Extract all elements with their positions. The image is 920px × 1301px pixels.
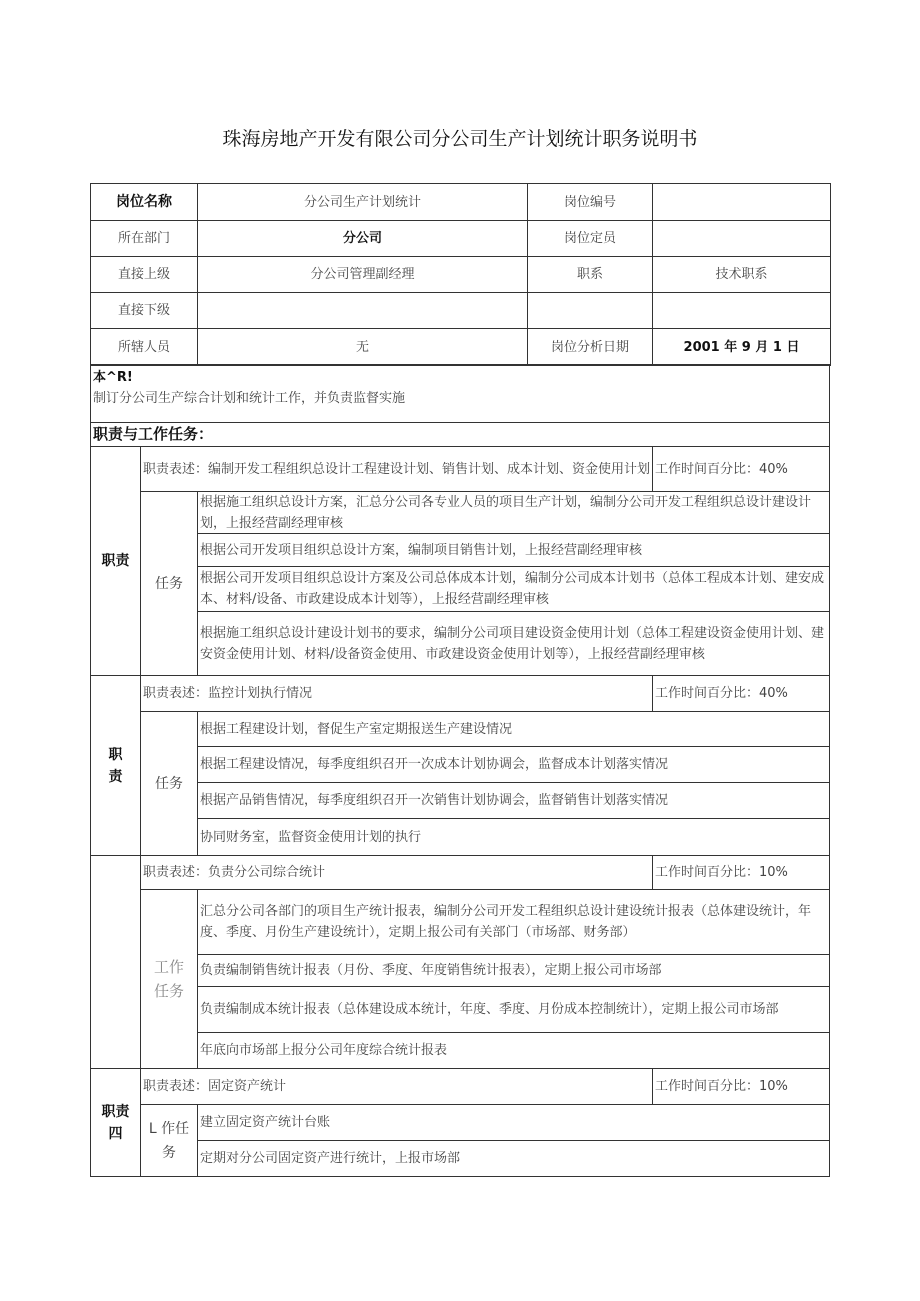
task-item: 建立固定资产统计台账	[197, 1104, 830, 1141]
task-item: 根据施工组织总设计建设计划书的要求，编制分公司项目建设资金使用计划（总体工程建设资金使用计划、建安资金使用计划、材料/设备资金使用、市政建设资金使用计划等），上报经营副经理审核	[197, 611, 830, 676]
duty-description: 职责表述：监控计划执行情况	[140, 675, 653, 712]
field-label: 职系	[527, 256, 653, 293]
time-percentage: 工作时间百分比：40%	[652, 446, 830, 492]
duties-heading: 职责与工作任务：	[90, 422, 830, 447]
field-label: 岗位定员	[527, 220, 653, 257]
task-item: 根据工程建设计划，督促生产室定期报送生产建设情况	[197, 711, 830, 747]
field-label: 岗位分析日期	[527, 328, 653, 366]
task-item: 年底向市场部上报分公司年度综合统计报表	[197, 1032, 830, 1069]
time-percentage: 工作时间百分比：40%	[652, 675, 830, 712]
summary-label: 本^R!	[93, 370, 133, 385]
time-percentage: 工作时间百分比：10%	[652, 1068, 830, 1105]
task-item: 定期对分公司固定资产进行统计，上报市场部	[197, 1140, 830, 1177]
duty-label: 职责	[90, 446, 141, 676]
task-item: 根据工程建设情况，每季度组织召开一次成本计划协调会，监督成本计划落实情况	[197, 746, 830, 783]
field-value: 分公司生产计划统计	[197, 183, 528, 221]
field-value: 2001 年 9 月 1 日	[652, 328, 831, 366]
field-value: 技术职系	[652, 256, 831, 293]
task-label: 工作 任务	[140, 889, 198, 1069]
duty-description: 职责表述：固定资产统计	[140, 1068, 653, 1105]
field-label: 直接上级	[90, 256, 198, 293]
duty-label	[90, 855, 141, 1069]
field-label: 岗位名称	[90, 183, 198, 221]
field-value	[197, 292, 528, 329]
field-value: 分公司管理副经理	[197, 256, 528, 293]
duty-label: 职责 四	[90, 1068, 141, 1177]
task-item: 根据公司开发项目组织总设计方案，编制项目销售计划，上报经营副经理审核	[197, 533, 830, 567]
time-percentage: 工作时间百分比：10%	[652, 855, 830, 890]
task-item: 根据公司开发项目组织总设计方案及公司总体成本计划，编制分公司成本计划书（总体工程成本计划、建安成本、材料/设备、市政建设成本计划等），上报经营副经理审核	[197, 566, 830, 612]
field-value	[652, 183, 831, 221]
task-item: 负责编制销售统计报表（月份、季度、年度销售统计报表），定期上报公司市场部	[197, 954, 830, 987]
document-title: 珠海房地产开发有限公司分公司生产计划统计职务说明书	[222, 128, 698, 150]
field-label: 所在部门	[90, 220, 198, 257]
field-label: 直接下级	[90, 292, 198, 329]
task-item: 协同财务室，监督资金使用计划的执行	[197, 818, 830, 856]
task-label: 任务	[140, 711, 198, 856]
duty-description: 职责表述：编制开发工程组织总设计工程建设计划、销售计划、成本计划、资金使用计划	[140, 446, 653, 492]
field-label: 所辖人员	[90, 328, 198, 366]
task-item: 根据施工组织总设计方案，汇总分公司各专业人员的项目生产计划，编制分公司开发工程组织总设计建设计划，上报经营副经理审核	[197, 491, 830, 534]
field-label	[527, 292, 653, 329]
summary-block	[90, 364, 830, 423]
duty-description: 职责表述：负责分公司综合统计	[140, 855, 653, 890]
task-item: 汇总分公司各部门的项目生产统计报表，编制分公司开发工程组织总设计建设统计报表（总体建设统计，年度、季度、月份生产建设统计），定期上报公司有关部门（市场部、财务部）	[197, 889, 830, 955]
field-value	[652, 292, 831, 329]
duty-label: 职 责	[90, 675, 141, 856]
field-value: 分公司	[197, 220, 528, 257]
task-item: 根据产品销售情况，每季度组织召开一次销售计划协调会，监督销售计划落实情况	[197, 782, 830, 819]
task-label: L 作任 务	[140, 1104, 198, 1177]
summary-text: 制订分公司生产综合计划和统计工作，并负责监督实施	[93, 391, 406, 406]
field-value: 无	[197, 328, 528, 366]
field-value	[652, 220, 831, 257]
task-label: 任务	[140, 491, 198, 676]
field-label: 岗位编号	[527, 183, 653, 221]
task-item: 负责编制成本统计报表（总体建设成本统计，年度、季度、月份成本控制统计），定期上报公司市场部	[197, 986, 830, 1033]
